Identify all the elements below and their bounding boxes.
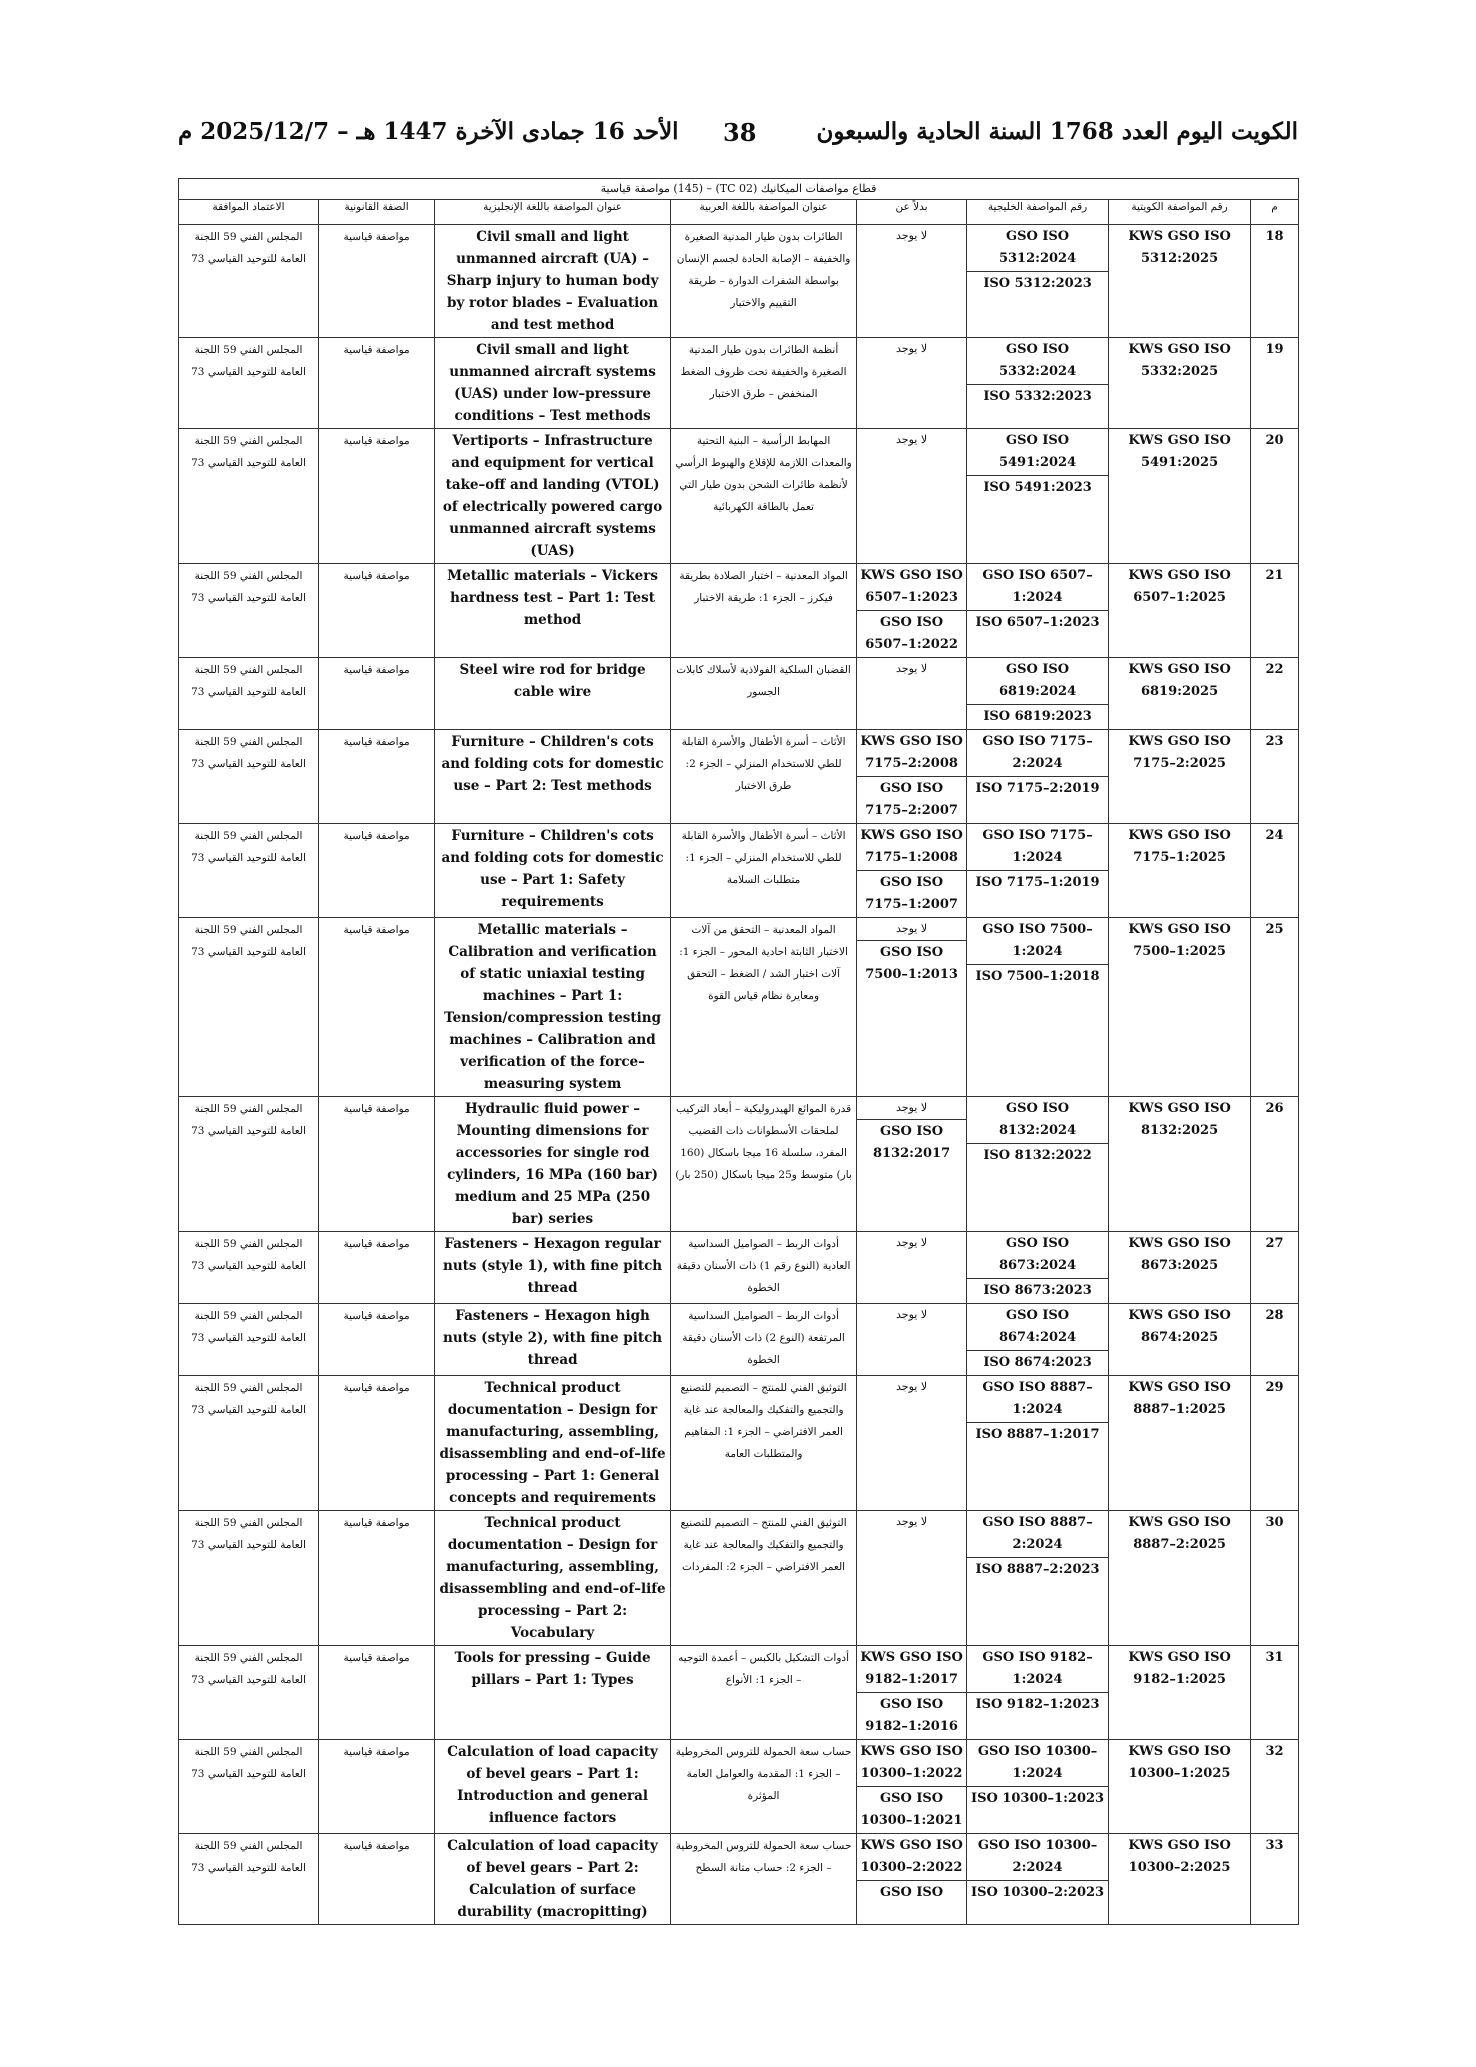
instead-value: KWS GSO ISO 10300–1:2022 [860,1744,963,1781]
table-row [179,1834,1299,1925]
table-row [179,1646,1299,1740]
english-title: Technical product documentation – Design for manufacturing, assembling, disassembling and end–of–life processing – Part 2: Vocabulary [435,1511,671,1646]
instead-cell [857,1232,967,1304]
approval: المجلس الفني 59 اللجنة العامة للتوحيد القياسي 73 [179,1376,319,1511]
header-approval: الاعتماد الموافقة [179,200,319,225]
page-number: 38 [723,118,757,147]
legal-status: مواصفة قياسية [319,1511,435,1646]
arabic-title: حساب سعة الحمولة للتروس المخروطية – الجزء 2: حساب متانة السطح [671,1834,857,1925]
kws-number: KWS GSO ISO 7175–1:2025 [1109,824,1251,918]
approval: المجلس الفني 59 اللجنة العامة للتوحيد القياسي 73 [179,1304,319,1376]
iso-number: ISO 7175–1:2019 [967,870,1108,895]
kws-number: KWS GSO ISO 8132:2025 [1109,1097,1251,1232]
legal-status: مواصفة قياسية [319,225,435,338]
table-row [179,1376,1299,1511]
instead-value: لا يوجد [896,922,928,935]
arabic-title: المواد المعدنية – التحقق من آلات الاختبار الثابتة احادية المحور – الجزء 1: آلات اختبار الشد / الضغط – التحقق ومعايرة نظام قياس القوة [671,918,857,1097]
header-date: الأحد 16 جمادى الآخرة 1447 هـ – 2025/12/7 م [178,118,679,145]
iso-number: ISO 8132:2022 [967,1143,1108,1168]
approval: المجلس الفني 59 اللجنة العامة للتوحيد القياسي 73 [179,338,319,429]
header-kws: رقم المواصفة الكويتية [1109,200,1251,225]
instead-cell [857,1646,967,1740]
instead-cell [857,658,967,730]
kws-number: KWS GSO ISO 5332:2025 [1109,338,1251,429]
instead-value: KWS GSO ISO 7175–2:2008 [860,734,963,771]
row-number: 32 [1251,1740,1299,1834]
gso-number: GSO ISO 5312:2024 [998,229,1077,266]
instead-value: لا يوجد [896,433,928,446]
iso-number: ISO 5332:2023 [967,384,1108,409]
gso-number: GSO ISO 6819:2024 [998,662,1077,699]
gso-cell [967,918,1109,1097]
gso-number: GSO ISO 7175–1:2024 [982,828,1093,865]
instead-cell [857,1097,967,1232]
gso-cell [967,1834,1109,1925]
instead-cell [857,225,967,338]
iso-number: ISO 7175–2:2019 [967,776,1108,801]
gso-number: GSO ISO 10300–1:2024 [977,1744,1098,1781]
instead-cell [857,1304,967,1376]
kws-number: KWS GSO ISO 8674:2025 [1109,1304,1251,1376]
instead-value: لا يوجد [896,662,928,675]
table-title: قطاع مواصفات الميكانيك (TC 02) – (145) مواصفة قياسية [179,179,1299,200]
instead-gso-value: GSO ISO 7175–2:2007 [857,776,966,823]
legal-status: مواصفة قياسية [319,429,435,564]
instead-value: لا يوجد [896,229,928,242]
instead-value: KWS GSO ISO 9182–1:2017 [860,1650,963,1687]
kws-number: KWS GSO ISO 6819:2025 [1109,658,1251,730]
legal-status: مواصفة قياسية [319,824,435,918]
instead-gso-value: GSO ISO [857,1880,966,1905]
approval: المجلس الفني 59 اللجنة العامة للتوحيد القياسي 73 [179,1511,319,1646]
approval: المجلس الفني 59 اللجنة العامة للتوحيد القياسي 73 [179,564,319,658]
english-title: Calculation of load capacity of bevel gears – Part 1: Introduction and general influence factors [435,1740,671,1834]
gso-cell [967,730,1109,824]
instead-value: KWS GSO ISO 10300–2:2022 [860,1838,963,1875]
arabic-title: الطائرات بدون طيار المدنية الصغيرة والخفيفة – الإصابة الحادة لجسم الإنسان بواسطة الشفرات الدوارة – طريقة التقييم والاختبار [671,225,857,338]
arabic-title: المواد المعدنية – اختبار الصلادة بطريقة فيكرز – الجزء 1: طريقة الاختبار [671,564,857,658]
iso-number: ISO 10300–1:2023 [967,1786,1108,1811]
approval: المجلس الفني 59 اللجنة العامة للتوحيد القياسي 73 [179,824,319,918]
legal-status: مواصفة قياسية [319,1646,435,1740]
gso-number: GSO ISO 6507–1:2024 [982,568,1093,605]
legal-status: مواصفة قياسية [319,658,435,730]
iso-number: ISO 6819:2023 [967,704,1108,729]
arabic-title: أنظمة الطائرات بدون طيار المدنية الصغيرة والخفيفة تحت ظروف الضغط المنخفض – طرق الاختبار [671,338,857,429]
instead-cell [857,1740,967,1834]
english-title: Metallic materials – Calibration and verification of static uniaxial testing machines – Part 1: Tension/compression testing machines – Calibration and verification of the force–measuring system [435,918,671,1097]
instead-cell [857,1376,967,1511]
gso-cell [967,1511,1109,1646]
arabic-title: القضبان السلكية الفولاذية لأسلاك كابلات الجسور [671,658,857,730]
gso-number: GSO ISO 8887–2:2024 [982,1515,1093,1552]
row-number: 23 [1251,730,1299,824]
table-row [179,658,1299,730]
legal-status: مواصفة قياسية [319,338,435,429]
kws-number: KWS GSO ISO 5312:2025 [1109,225,1251,338]
iso-number: ISO 7500–1:2018 [967,964,1108,989]
instead-cell [857,429,967,564]
table-row [179,564,1299,658]
row-number: 22 [1251,658,1299,730]
page-header [178,118,1298,158]
standards-table [178,178,1299,1925]
header-gso: رقم المواصفة الخليجية [967,200,1109,225]
gso-cell [967,1232,1109,1304]
header-m: م [1251,200,1299,225]
iso-number: ISO 5491:2023 [967,475,1108,500]
legal-status: مواصفة قياسية [319,918,435,1097]
approval: المجلس الفني 59 اللجنة العامة للتوحيد القياسي 73 [179,918,319,1097]
instead-gso-value: GSO ISO 10300–1:2021 [857,1786,966,1833]
instead-value: KWS GSO ISO 7175–1:2008 [860,828,963,865]
kws-number: KWS GSO ISO 9182–1:2025 [1109,1646,1251,1740]
kws-number: KWS GSO ISO 8887–1:2025 [1109,1376,1251,1511]
kws-number: KWS GSO ISO 7175–2:2025 [1109,730,1251,824]
gso-number: GSO ISO 7175–2:2024 [982,734,1093,771]
gso-number: GSO ISO 10300–2:2024 [977,1838,1098,1875]
instead-gso-value: GSO ISO 7500–1:2013 [857,940,966,987]
instead-value: لا يوجد [896,1101,928,1114]
gso-number: GSO ISO 9182–1:2024 [982,1650,1093,1687]
instead-value: لا يوجد [896,1308,928,1321]
gso-number: GSO ISO 8132:2024 [998,1101,1077,1138]
english-title: Civil small and light unmanned aircraft systems (UAS) under low–pressure conditions – Test methods [435,338,671,429]
legal-status: مواصفة قياسية [319,730,435,824]
instead-cell [857,564,967,658]
arabic-title: أدوات الربط – الصواميل السداسية العادية (النوع رقم 1) ذات الأسنان دقيقة الخطوة [671,1232,857,1304]
approval: المجلس الفني 59 اللجنة العامة للتوحيد القياسي 73 [179,1834,319,1925]
gso-cell [967,564,1109,658]
iso-number: ISO 10300–2:2023 [967,1880,1108,1905]
table-row [179,1740,1299,1834]
arabic-title: قدرة الموائع الهيدروليكية – أبعاد التركيب لملحقات الأسطوانات ذات القضيب المفرد، سلسلة 16 ميجا باسكال (160 بار) متوسط و25 ميجا باسكال (250 بار) [671,1097,857,1232]
legal-status: مواصفة قياسية [319,1097,435,1232]
arabic-title: أدوات الربط – الصواميل السداسية المرتفعة (النوع 2) ذات الأسنان دقيقة الخطوة [671,1304,857,1376]
gso-cell [967,1376,1109,1511]
header-instead: بدلاً عن [857,200,967,225]
approval: المجلس الفني 59 اللجنة العامة للتوحيد القياسي 73 [179,658,319,730]
row-number: 28 [1251,1304,1299,1376]
instead-gso-value: GSO ISO 6507–1:2022 [857,610,966,657]
arabic-title: أدوات التشكيل بالكبس – أعمدة التوجيه – الجزء 1: الأنواع [671,1646,857,1740]
iso-number: ISO 8887–1:2017 [967,1422,1108,1447]
gso-cell [967,1304,1109,1376]
instead-cell [857,918,967,1097]
instead-value: لا يوجد [896,1515,928,1528]
gso-cell [967,225,1109,338]
table-row [179,1232,1299,1304]
english-title: Furniture – Children's cots and folding cots for domestic use – Part 2: Test methods [435,730,671,824]
instead-value: لا يوجد [896,1236,928,1249]
instead-cell [857,1511,967,1646]
gso-number: GSO ISO 8887–1:2024 [982,1380,1093,1417]
kws-number: KWS GSO ISO 10300–2:2025 [1109,1834,1251,1925]
english-title: Tools for pressing – Guide pillars – Part 1: Types [435,1646,671,1740]
header-legal: الصفة القانونية [319,200,435,225]
row-number: 31 [1251,1646,1299,1740]
english-title: Hydraulic fluid power – Mounting dimensions for accessories for single rod cylinders, 16 MPa (160 bar) medium and 25 MPa (250 bar) series [435,1097,671,1232]
row-number: 18 [1251,225,1299,338]
gso-cell [967,1097,1109,1232]
approval: المجلس الفني 59 اللجنة العامة للتوحيد القياسي 73 [179,225,319,338]
row-number: 20 [1251,429,1299,564]
gso-number: GSO ISO 5491:2024 [998,433,1077,470]
approval: المجلس الفني 59 اللجنة العامة للتوحيد القياسي 73 [179,1646,319,1740]
iso-number: ISO 5312:2023 [967,271,1108,296]
legal-status: مواصفة قياسية [319,1232,435,1304]
approval: المجلس الفني 59 اللجنة العامة للتوحيد القياسي 73 [179,1740,319,1834]
header-publication: الكويت اليوم العدد 1768 السنة الحادية والسبعون [816,118,1298,145]
row-number: 33 [1251,1834,1299,1925]
gso-number: GSO ISO 8673:2024 [998,1236,1077,1273]
english-title: Furniture – Children's cots and folding cots for domestic use – Part 1: Safety requirements [435,824,671,918]
english-title: Technical product documentation – Design for manufacturing, assembling, disassembling and end–of–life processing – Part 1: General concepts and requirements [435,1376,671,1511]
gso-cell [967,824,1109,918]
row-number: 26 [1251,1097,1299,1232]
english-title: Fasteners – Hexagon regular nuts (style 1), with fine pitch thread [435,1232,671,1304]
instead-cell [857,338,967,429]
table-row [179,225,1299,338]
legal-status: مواصفة قياسية [319,1376,435,1511]
instead-value: لا يوجد [896,342,928,355]
kws-number: KWS GSO ISO 8887–2:2025 [1109,1511,1251,1646]
legal-status: مواصفة قياسية [319,1834,435,1925]
iso-number: ISO 8674:2023 [967,1350,1108,1375]
header-ar-title: عنوان المواصفة باللغة العربية [671,200,857,225]
row-number: 30 [1251,1511,1299,1646]
header-en-title: عنوان المواصفة باللغة الإنجليزية [435,200,671,225]
row-number: 21 [1251,564,1299,658]
instead-value: KWS GSO ISO 6507–1:2023 [860,568,963,605]
instead-cell [857,824,967,918]
legal-status: مواصفة قياسية [319,564,435,658]
arabic-title: التوثيق الفني للمنتج – التصميم للتصنيع والتجميع والتفكيك والمعالجة عند غاية العمر الافتراضي – الجزء 1: المفاهيم والمتطلبات العامة [671,1376,857,1511]
instead-gso-value: GSO ISO 8132:2017 [857,1119,966,1166]
english-title: Vertiports – Infrastructure and equipment for vertical take–off and landing (VTOL) of electrically powered cargo unmanned aircraft systems (UAS) [435,429,671,564]
gso-number: GSO ISO 7500–1:2024 [982,922,1093,959]
instead-cell [857,1834,967,1925]
iso-number: ISO 8887–2:2023 [967,1557,1108,1582]
instead-gso-value: GSO ISO 9182–1:2016 [857,1692,966,1739]
table-row [179,1097,1299,1232]
gso-number: GSO ISO 8674:2024 [998,1308,1077,1345]
table-row [179,918,1299,1097]
legal-status: مواصفة قياسية [319,1304,435,1376]
instead-cell [857,730,967,824]
arabic-title: التوثيق الفني للمنتج – التصميم للتصنيع والتجميع والتفكيك والمعالجة عند غاية العمر الافتراضي – الجزء 2: المفردات [671,1511,857,1646]
kws-number: KWS GSO ISO 8673:2025 [1109,1232,1251,1304]
arabic-title: الأثاث – أسرة الأطفال والأسرة القابلة للطي للاستخدام المنزلي – الجزء 1: متطلبات السلامة [671,824,857,918]
kws-number: KWS GSO ISO 7500–1:2025 [1109,918,1251,1097]
table-row [179,730,1299,824]
arabic-title: المهابط الرأسية – البنية التحتية والمعدات اللازمة للإقلاع والهبوط الرأسي لأنظمة طائرات الشحن بدون طيار التي تعمل بالطاقة الكهربائية [671,429,857,564]
gso-cell [967,658,1109,730]
table-row [179,338,1299,429]
gso-cell [967,1646,1109,1740]
gso-cell [967,429,1109,564]
table-row [179,824,1299,918]
english-title: Civil small and light unmanned aircraft (UA) – Sharp injury to human body by rotor blades – Evaluation and test method [435,225,671,338]
row-number: 19 [1251,338,1299,429]
approval: المجلس الفني 59 اللجنة العامة للتوحيد القياسي 73 [179,1097,319,1232]
gso-cell [967,338,1109,429]
approval: المجلس الفني 59 اللجنة العامة للتوحيد القياسي 73 [179,429,319,564]
table-row [179,1304,1299,1376]
approval: المجلس الفني 59 اللجنة العامة للتوحيد القياسي 73 [179,1232,319,1304]
approval: المجلس الفني 59 اللجنة العامة للتوحيد القياسي 73 [179,730,319,824]
kws-number: KWS GSO ISO 10300–1:2025 [1109,1740,1251,1834]
english-title: Metallic materials – Vickers hardness test – Part 1: Test method [435,564,671,658]
instead-gso-value: GSO ISO 7175–1:2007 [857,870,966,917]
kws-number: KWS GSO ISO 6507–1:2025 [1109,564,1251,658]
gso-number: GSO ISO 5332:2024 [998,342,1077,379]
english-title: Calculation of load capacity of bevel gears – Part 2: Calculation of surface durability (macropitting) [435,1834,671,1925]
row-number: 29 [1251,1376,1299,1511]
row-number: 25 [1251,918,1299,1097]
table-row [179,429,1299,564]
legal-status: مواصفة قياسية [319,1740,435,1834]
arabic-title: الأثاث – أسرة الأطفال والأسرة القابلة للطي للاستخدام المنزلي – الجزء 2: طرق الاختبار [671,730,857,824]
table-row [179,1511,1299,1646]
iso-number: ISO 6507–1:2023 [967,610,1108,635]
kws-number: KWS GSO ISO 5491:2025 [1109,429,1251,564]
iso-number: ISO 9182–1:2023 [967,1692,1108,1717]
iso-number: ISO 8673:2023 [967,1278,1108,1303]
english-title: Fasteners – Hexagon high nuts (style 2), with fine pitch thread [435,1304,671,1376]
gso-cell [967,1740,1109,1834]
english-title: Steel wire rod for bridge cable wire [435,658,671,730]
instead-value: لا يوجد [896,1380,928,1393]
arabic-title: حساب سعة الحمولة للتروس المخروطية – الجزء 1: المقدمة والعوامل العامة المؤثرة [671,1740,857,1834]
row-number: 24 [1251,824,1299,918]
row-number: 27 [1251,1232,1299,1304]
